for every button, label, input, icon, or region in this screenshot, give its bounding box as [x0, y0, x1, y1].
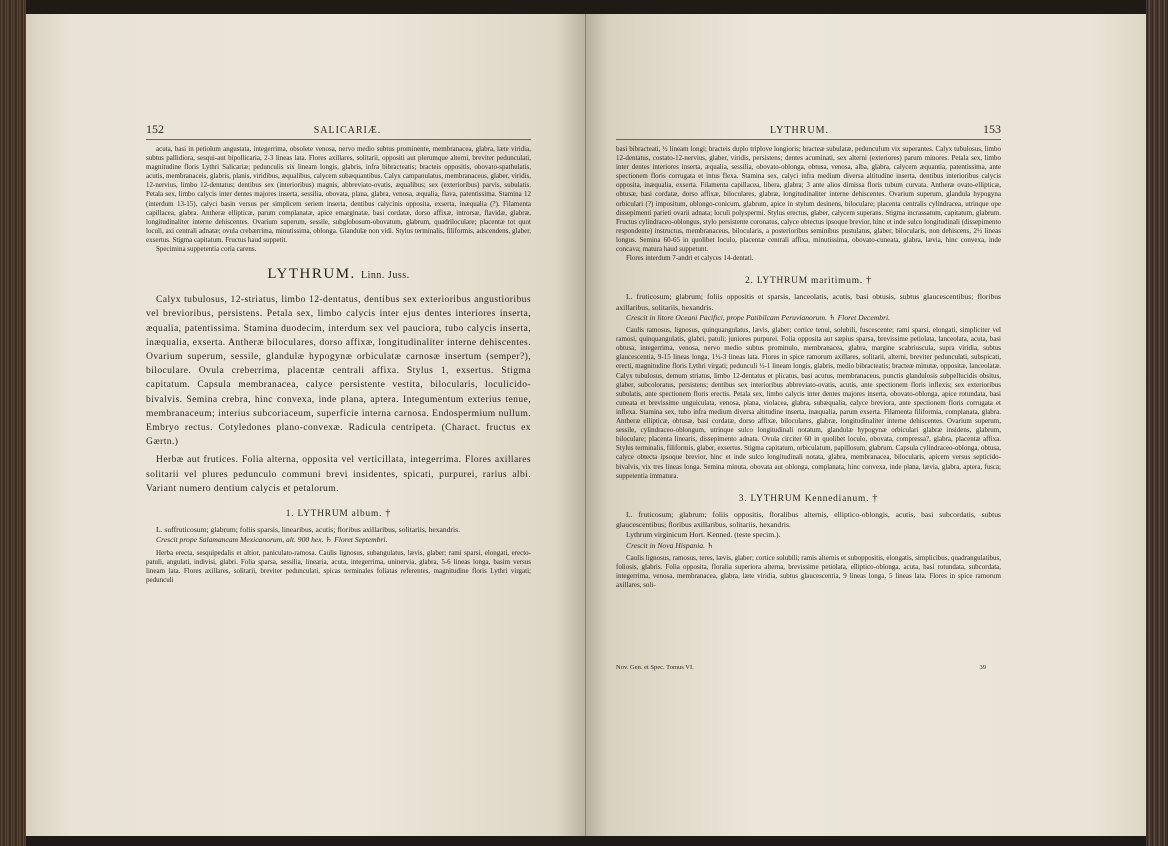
species3-title: 3. LYTHRUM Kennedianum.	[738, 493, 870, 504]
page-left-content	[146, 122, 531, 585]
species2-heading	[616, 275, 1001, 286]
page-right	[586, 14, 1146, 836]
running-head-left: SALICARIÆ.	[313, 125, 382, 136]
running-header-left	[146, 122, 531, 140]
genus-habit: Herbæ aut frutices. Folia alterna, opposita vel verticillata, integerrima. Flores axillares solitarii vel plures pedunculo communi brevi insidentes, spicati, purpurei, rarius albi. Variant numero dentium calycis et petalorum.	[146, 454, 531, 494]
top-note-right: Flores interdum 7-andri et calyces 14-dentati.	[626, 254, 754, 263]
cross-icon: †	[385, 507, 392, 519]
page-footer-right	[616, 664, 986, 671]
species2-title: 2. LYTHRUM maritimum.	[745, 276, 863, 287]
signature-mark: Nov. Gen. et Spec. Tomus VI.	[616, 664, 694, 671]
species3-locality: Crescit in Nova Hispania. ♄	[626, 540, 714, 550]
species1-locality: Crescit prope Salamancam Mexicanorum, alt. 900 hex. ♄ Floret Septembri.	[156, 535, 388, 545]
top-note-left: Specimina suppetentia coria carens.	[156, 245, 257, 254]
species1-description: Herba erecta, sesquipedalis et altior, paniculato-ramosa. Caulis lignosus, subangulatus, lævis, glaber; rami sparsi, elongati, erecto-patuli, angulati, indivisi, glabri. Folia sparsa, sessilia, linearia, acuta, integerrima, uninervia, glabra, 5-6 lineas longa, basim versus lineam lata. Flores axillares, solitarii, breviter pedunculati, spicas terminales foliatas referentes, magnitudine floris Lythri virgati; pedunculi	[146, 548, 531, 584]
genus-description: Calyx tubulosus, 12-striatus, limbo 12-dentatus, dentibus sex exterioribus angustioribus vel brevioribus, persistens. Petala sex, limbo calycis inter ejus dentes interiores inserta, æqualia, patentissima. Stamina duodecim, interdum sex vel pauciora, tubo calycis inserta, inæqualia, exserta. Antheræ biloculares, dorso affixæ, longitudinaliter interne dehiscentes. Ovarium superum, sessile, glandulæ hypogynæ orbiculatæ carnosæ insertum (semper?), biloculare. Ovula creberrima, placentæ centrali affixa. Stylus 1, exsertus. Stigma capitatum. Capsula membranacea, calyce persistente vestita, bilocularis, loculicido-bivalvis. Semina crebra, hinc convexa, inde plana, aptera. Integumentum exterius tenue, membranaceum; interius subcoriaceum, superficie interna carnosa. Endospermium nullum. Embryo rectus. Cotyledones plano-convexæ. Radicula centripeta. (Charact. fructus ex Gærtn.)	[146, 294, 531, 448]
genus-authority: Linn. Juss.	[361, 270, 410, 282]
top-description-left: acuta, basi in petiolum angustata, integerrima, obsolete venosa, nervo medio subtus prominente, membranacea, glabra, læte viridia, subtus pallidiora, sesqui-aut bipollicaria, 2-3 lineas lata. Flores axillares, solitarii, oppositi aut plerumque alterni, breviter pedunculati, magnitudine floris Lythri Salicariæ; pedunculis six lineam longis, glabris, infra bibracteatis; bracteis oppositis, obovato-spathulatis, acutis, membranaceis, glabris, planis, viridibus, æqualibus, calycem subæquantibus. Calyx campanulatus, membranaceus, glaber, viridis, 12-nervius, limbo 12-dentatus; dentibus sex (interioribus) magnis, abbreviato-ovatis, æqualibus; sex (exterioribus) parvis, subulatis. Petala sex, limbo calycis inter dentes majores inserta, sessilia, obovata, plana, glabra, venosa, æqualia, flava, patentissima. Stamina 12 (interdum 13-15), calyci basin versus per simplicem seriem inserta, dentibus calycinis opposita, exserta, inæqualia (?). Filamenta capillacea, glabra. Antheræ ellipticæ, parum complanatæ, apice emarginatæ, basi cordatæ, dorso affixæ, introrsæ, flavidæ, glabræ, longitudinaliter interne dehiscentes. Ovarium superum, sessile, subglobosum-obovatum, glabrum, quadriloculare; placentæ tot quot loculi, axi centrali adnatæ; ovula crebærrima, minutissima, oblonga. Glandulæ non vidi. Stylus terminalis, filiformis, adscendens, glaber, exsertus. Stigma capitatum. Fructus haud suppetit.	[146, 145, 531, 244]
species1-title: 1. LYTHRUM album.	[285, 508, 383, 519]
running-head-right: LYTHRUM.	[770, 125, 829, 136]
page-number-right: 153	[982, 122, 1001, 136]
species2-diagnosis: L. fruticosum; glabrum; foliis oppositis et sparsis, lanceolatis, acutis, basi obtusis, subtus glaucescentibus; floribus axillaribus, solitariis, hexandris.	[616, 292, 1001, 312]
species1-diagnosis: L. suffruticosum; glabrum; foliis sparsis, linearibus, acutis; floribus axillaribus, solitariis, hexandris.	[156, 524, 460, 534]
species3-description: Caulis lignosus, ramosus, teres, lævis, glaber; cortice solubili; ramis alternis et suboppositis, elongatis, simplicibus, quadrangulatibus, foliosis, glabris. Folia opposita, floralia superiora alterna, brevissime petiolata, elliptico-oblonga, acuta, basi rotundata, subcordata, integerrima, venosa, membranacea, glabra, læte viridia, subtus glaucescentia, 9 lineas longa, 5 lineas lata. Flores in spice ramorum axillares, soli-	[616, 553, 1001, 590]
page-number-left: 152	[146, 122, 164, 136]
species2-locality: Crescit in litore Oceani Pacifici, prope Patibilcam Peruvianorum. ♄ Floret Decembri.	[626, 312, 891, 322]
book-edge-right	[1146, 0, 1168, 846]
species1-heading	[146, 508, 531, 519]
species3-synonym: Lythrum virginicum Hort. Kenned. (teste specim.).	[626, 530, 781, 540]
running-header-right	[616, 122, 1001, 140]
genus-title: LYTHRUM.	[267, 266, 356, 283]
top-description-right: basi bibracteati, ½ lineam longi; bracteis duplo triplove longioris; bracteæ subulatæ, pedunculum vix superantes. Calyx tubulosus, limbo 12-dentatus, costato-12-nervius, glaber, viridis, persistens; dentes acuminati, sex alterni (exteriores) parum minores. Petala sex, limbo inter dentes interiores inserta, æqualia, sessilia, obovato-oblonga, obtusa, venosa, alba, glabra, calycem æquantia, patentissima, ante spectionem floris corrugata et intus flexa. Stamina sex, calyci infra medium diversa altitudine inserta, dentibus interioribus calycis opposita, inæqualia, exserta. Filamenta capillacea, libera, glabra; 3 ante alios dimissa floris tubum curvata. Antheræ ovato-ellipticæ, obtusæ, basi cordatæ, dorso affixæ, biloculares, glabræ, longitudinaliter interne dehiscentes. Ovarium superum, glandula hypogyna orbiculari (?) impositum, oblongo-conicum, glabrum, apice in stylum desinens, biloculare; placenta centralis cylindracea, utrinque ope dissepimenti parieti ovarii adnata; loculi polyspermi. Stylus erectus, glaber, calycem superans. Stigma incrassatum, capitatum, glabrum. Fructus cylindraceo-oblongus, stylo persistente coronatus, calyce obtectus ipsoque brevior, hinc et inde sulco longitudinali (dissepimento respondente) instructus, membranaceus, bilocularis, a posterioribus seminibus pustulatus, glaber, bilocularis, non dehiscens, 2½ lineas longus. Semina 60-65 in quolibet loculo, placentæ centrali affixa, minutissima, obovato-cuneata, glabra, lævia, hinc convexa, inde concava; matura haud suppetunt.	[616, 145, 1001, 254]
page-left	[26, 14, 586, 836]
genus-heading	[146, 266, 531, 283]
species2-description: Caulis ramosus, lignosus, quinquangulatus, lævis, glaber; cortice tenui, solubili, fuscescente; rami sparsi, elongati, simpliciter vel ramosi, quinquangulatis, glabri, patuli; juniores purpurei. Folia opposita aut sæpius sparsa, brevissime petiolata, lanceolata, acuta, basi obtusa, integerrima, venosa, nervo medio subtus prominulo, membranacea, glabra, margine scabriuscula, supra viridia, subtus glaucescentia, 9-15 lineas longa, 1½-3 lineas lata. Flores in spice ramorum axillares, solitarii, alterni, breviter pedunculati, subspicati, erecti, magnitudine floris Lythri virgati; pedunculi ½-1 lineam longis, glabris, medio bibracteatis; bracteæ minutæ, oppositæ, lanceolatæ. Calyx tubulosus, demum striatus, limbo 12-dentatus et plicatus, basi acutus, membranaceus, punctis glandulosis subpellucidis obsitus, glaber, subcoloratus, persistens; dentibus sex interioribus abbreviato-ovatis, acutis, ante spectionem floris inflexis; sex exterioribus subulatis, ante spectionem floris erectis. Petala sex, limbo calycis inter dentes majores inserta, obovato-oblonga, apice rotundata, basi cuneata et brevissime unguiculata, venosa, plana, violacea, glabra, subæqualia, calyce breviora, ante spectionem floris corrugata et inflexa. Stamina sex, tubo infra medium diversa altitudine inserta, inæqualia, parum exserta. Filamenta filiformia, complanata, glabra. Antheræ ellipticæ, obtusæ, basi cordatæ, dorso affixæ, biloculares, glabræ, longitudinaliter interne dehiscentes. Ovarium superum, sessile, cylindraceo-oblongum, utrinque sulco longitudinali notatum, glandulæ hypogynæ orbiculari glabræ insidens, glabrum, biloculare; placenta linearis, dissepimento adnata. Ovula circiter 60 in quolibet loculo, obovata, compressa?, glabra, placentæ affixa. Stylus terminalis, filiformis, glaber, exsertus. Stigma capitatum, orbiculatum, papillosum, glabrum. Capsula cylindraceo-oblonga, obtusa, calyce obtecta ipsoque brevior, hinc et inde sulco longitudinali notata, glabra, membranacea, bilocularis, apicem versus septicido-bivalvis, vix tres lineas longa. Semina minuta, obovata aut oblonga, complanata, hinc convexa, inde plana, lævia, glabra, aptera, fusca; suppetentia immatura.	[616, 326, 1001, 480]
cross-icon: †	[872, 492, 879, 504]
page-right-content	[616, 122, 1001, 590]
species3-diagnosis: L. fruticosum; glabrum; foliis oppositis, floralibus alternis, elliptico-oblongis, acutis, basi subcordatis, subtus glaucescentibus; floribus axillaribus, solitariis, hexandris.	[616, 509, 1001, 529]
book-edge-left	[0, 0, 26, 846]
cross-icon: †	[866, 275, 872, 287]
species3-heading	[616, 493, 1001, 504]
gathering-number: 39	[979, 664, 986, 671]
